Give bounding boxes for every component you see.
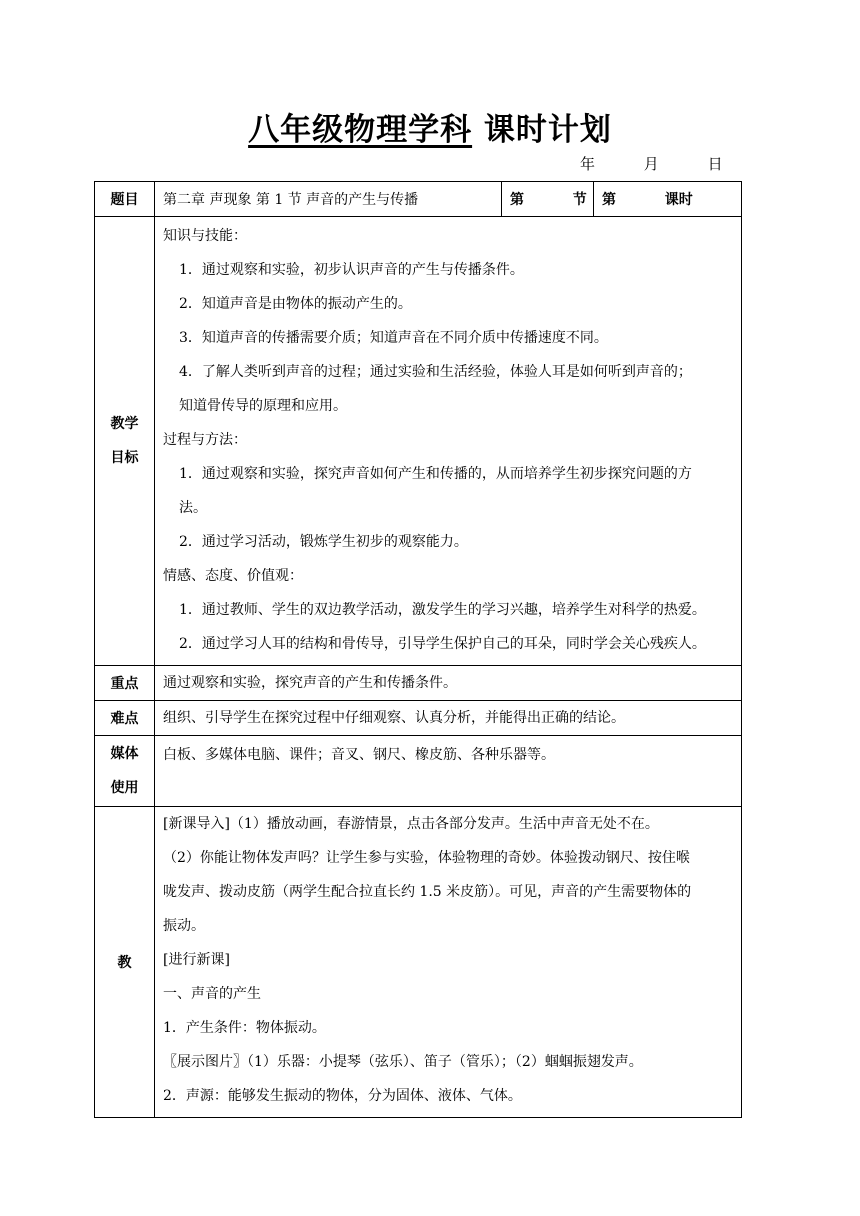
- difficulty-label: 难点: [95, 701, 155, 736]
- objectives-heading: 知识与技能：: [163, 228, 247, 244]
- media-value: 白板、多媒体电脑、课件；音叉、钢尺、橡皮筋、各种乐器等。: [155, 736, 742, 807]
- teaching-line: 〖展示图片〗（1）乐器：小提琴（弦乐）、笛子（管乐）；（2）蝈蝈振翅发声。: [163, 1054, 643, 1070]
- teaching-row: [95, 807, 742, 1118]
- key-point-row: [95, 666, 742, 701]
- objectives-heading: 情感、态度、价值观：: [163, 568, 303, 584]
- date-line: [580, 153, 723, 174]
- teaching-line: [新课导入]（1）播放动画，春游情景，点击各部分发声。生活中声音无处不在。: [163, 816, 659, 832]
- teaching-line: 咙发声、拨动皮筋（两学生配合拉直长约 1.5 米皮筋）。可见，声音的产生需要物体的: [163, 884, 692, 900]
- date-year: 年: [580, 155, 596, 173]
- objective-item: 2．通过学习活动，锻炼学生初步的观察能力。: [179, 534, 468, 550]
- objective-item: 2．通过学习人耳的结构和骨传导，引导学生保护自己的耳朵，同时学会关心残疾人。: [179, 636, 706, 652]
- teaching-line: 振动。: [163, 918, 205, 934]
- media-label-line2: 使用: [110, 780, 139, 796]
- media-label-line1: 媒体: [110, 746, 139, 762]
- title-plan: 课时计划: [483, 112, 612, 148]
- objectives-label: [95, 217, 155, 666]
- objectives-row: [95, 217, 742, 666]
- objective-item: 1．通过教师、学生的双边教学活动，激发学生的学习兴趣，培养学生对科学的热爱。: [179, 602, 706, 618]
- title-row: [95, 182, 742, 217]
- date-day: 日: [707, 155, 723, 173]
- media-label: [95, 736, 155, 807]
- teaching-line: （2）你能让物体发声吗？让学生参与实验，体验物理的奇妙。体验拨动钢尺、按住喉: [163, 850, 690, 866]
- topic-label: 题目: [95, 182, 155, 217]
- objective-item: 1．通过观察和实验，探究声音如何产生和传播的，从而培养学生初步探究问题的方: [179, 466, 692, 482]
- teaching-label: 教: [95, 807, 155, 1118]
- teaching-line: 一、声音的产生: [163, 986, 261, 1002]
- objective-item: 3．知道声音的传播需要介质；知道声音在不同介质中传播速度不同。: [179, 330, 608, 346]
- teaching-line: 2．声源：能够发生振动的物体，分为固体、液体、气体。: [163, 1088, 522, 1104]
- objective-item: 2．知道声音是由物体的振动产生的。: [179, 296, 412, 312]
- teaching-line: 1．产生条件：物体振动。: [163, 1020, 326, 1036]
- objective-item-cont: 知道骨传导的原理和应用。: [179, 398, 347, 414]
- period-cell: 第 课时: [594, 182, 742, 217]
- key-point-label: 重点: [95, 666, 155, 701]
- key-point-value: 通过观察和实验，探究声音的产生和传播条件。: [155, 666, 742, 701]
- date-month: 月: [643, 155, 659, 173]
- teaching-line: [进行新课]: [163, 952, 230, 968]
- objective-item-cont: 法。: [179, 500, 207, 516]
- teaching-content: [155, 807, 742, 1118]
- media-row: [95, 736, 742, 807]
- title-subject: 八年级物理学科: [248, 112, 473, 148]
- objectives-content: [155, 217, 742, 666]
- objectives-label-line1: 教学: [110, 416, 139, 432]
- objective-item: 4．了解人类听到声音的过程；通过实验和生活经验，体验人耳是如何听到声音的；: [179, 364, 692, 380]
- difficulty-row: [95, 701, 742, 736]
- difficulty-value: 组织、引导学生在探究过程中仔细观察、认真分析，并能得出正确的结论。: [155, 701, 742, 736]
- document-title: [0, 104, 860, 149]
- lesson-plan-table: [94, 181, 742, 1118]
- objectives-heading: 过程与方法：: [163, 432, 247, 448]
- objective-item: 1．通过观察和实验，初步认识声音的产生与传播条件。: [179, 262, 524, 278]
- objectives-label-line2: 目标: [110, 450, 139, 466]
- section-cell: 第 节: [502, 182, 594, 217]
- topic-value: 第二章 声现象 第 1 节 声音的产生与传播: [155, 182, 502, 217]
